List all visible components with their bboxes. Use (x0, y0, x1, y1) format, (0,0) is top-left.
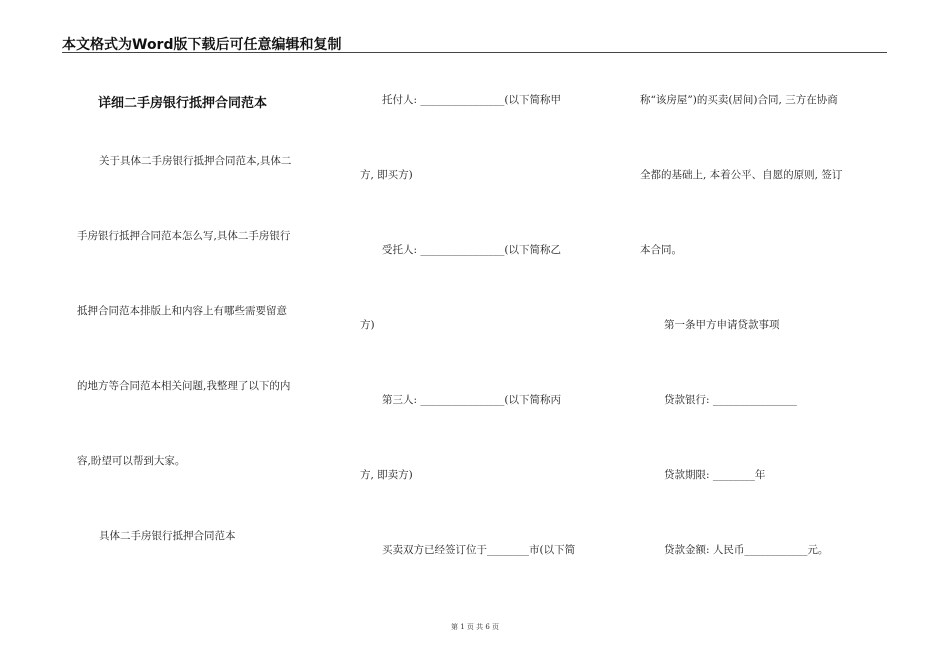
col2-line-7: 买卖双方已经签订位于________市(以下简 (382, 544, 576, 556)
col1-line-2: 手房银行抵押合同范本怎么写,具体二手房银行 (77, 230, 291, 242)
col3-line-2: 全都的基础上, 本着公平、自愿的原则, 签订 (640, 169, 843, 181)
col2-line-4: 方) (360, 319, 375, 331)
col3-line-1: 称“该房屋”)的买卖(居间)合同, 三方在协商 (640, 94, 838, 106)
col2-line-3: 受托人: ________________(以下简称乙 (382, 244, 561, 256)
col3-line-3: 本合同。 (640, 244, 682, 256)
page-number: 第 1 页 共 6 页 (450, 623, 500, 631)
col1-line-4: 的地方等合同范本相关问题,我整理了以下的内 (77, 380, 291, 392)
col3-line-4: 第一条甲方申请贷款事项 (664, 319, 780, 331)
col3-line-5: 贷款银行: ________________ (664, 394, 797, 406)
col1-line-5: 容,盼望可以帮到大家。 (77, 455, 186, 467)
col2-line-2: 方, 即买方) (360, 169, 413, 181)
document-title: 详细二手房银行抵押合同范本 (98, 96, 268, 111)
col1-line-3: 抵押合同范本排版上和内容上有哪些需要留意 (77, 305, 287, 317)
header-divider (62, 52, 887, 53)
col3-line-6: 贷款期限: ________年 (664, 469, 766, 481)
col1-line-6: 具体二手房银行抵押合同范本 (99, 530, 236, 542)
header-title: 本文格式为Word版下载后可任意编辑和复制 (62, 37, 342, 53)
col3-line-7: 贷款金额: 人民币____________元。 (664, 544, 829, 556)
col1-line-1: 关于具体二手房银行抵押合同范本,具体二 (99, 155, 292, 167)
col2-line-5: 第三人: ________________(以下简称丙 (382, 394, 561, 406)
col2-line-1: 托付人: ________________(以下简称甲 (382, 94, 561, 106)
col2-line-6: 方, 即卖方) (360, 469, 413, 481)
